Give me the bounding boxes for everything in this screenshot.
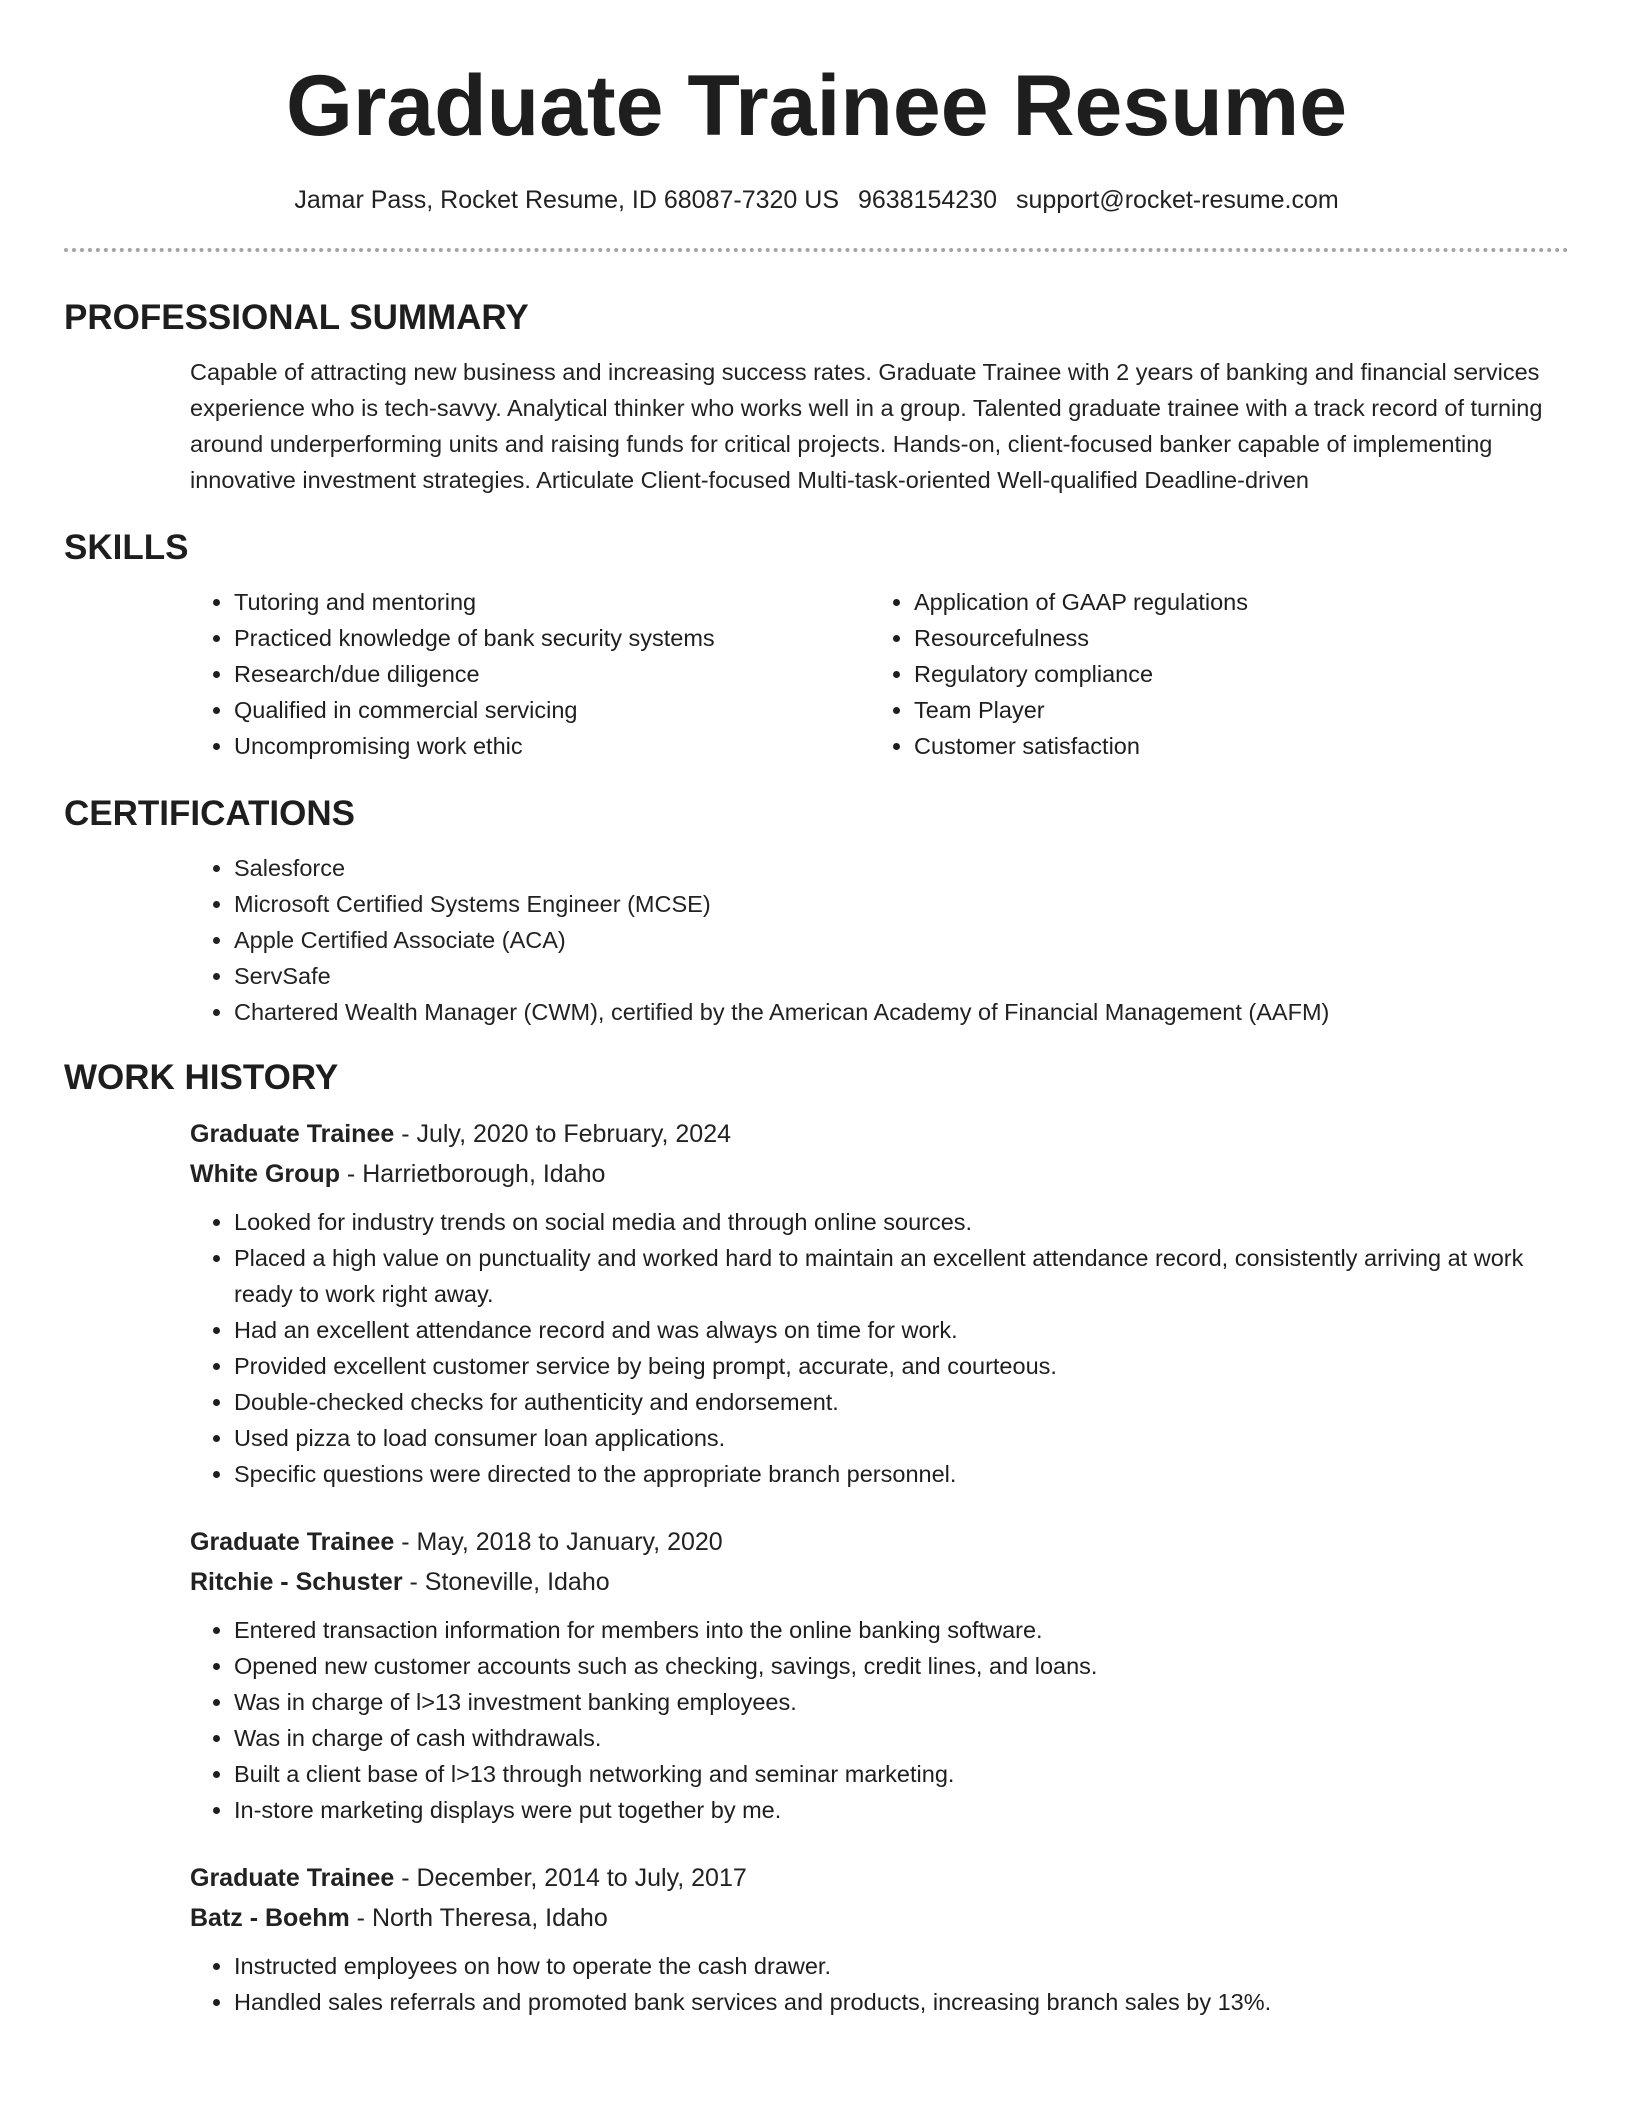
job-title: Graduate Trainee (190, 1864, 395, 1892)
header-divider (64, 248, 1569, 252)
certifications-section (64, 792, 1569, 1030)
certifications-heading: CERTIFICATIONS (64, 794, 356, 833)
certification-item: • Apple Certified Associate (ACA) (234, 922, 1569, 958)
job-dates: - July, 2020 to February, 2024 (394, 1120, 732, 1148)
job-bullet: • Opened new customer accounts such as checking, savings, credit lines, and loans. (234, 1648, 1569, 1684)
certification-item: • ServSafe (234, 958, 1569, 994)
certification-item: • Microsoft Certified Systems Engineer (MCSE) (234, 886, 1569, 922)
job-entry (190, 1114, 1569, 1492)
skills-section (64, 526, 1569, 764)
job-bullet: • Built a client base of l>13 through networking and seminar marketing. (234, 1756, 1569, 1792)
job-bullet: • Handled sales referrals and promoted bank services and products, increasing branch sales by 13%. (234, 1984, 1569, 2020)
job-title: Graduate Trainee (190, 1528, 395, 1556)
job-company-line (190, 1562, 1569, 1602)
certifications-list (190, 850, 1569, 1030)
job-company: Batz - Boehm (190, 1904, 350, 1932)
job-company: Ritchie - Schuster (190, 1568, 403, 1596)
job-bullet: • Had an excellent attendance record and was always on time for work. (234, 1312, 1569, 1348)
job-company-line (190, 1898, 1569, 1938)
skill-item: • Research/due diligence (234, 656, 870, 692)
certification-item: • Chartered Wealth Manager (CWM), certified by the American Academy of Financial Management (AAFM) (234, 994, 1569, 1030)
job-bullet: • Was in charge of cash withdrawals. (234, 1720, 1569, 1756)
resume-title: Graduate Trainee Resume (285, 58, 1348, 154)
skill-item: • Resourcefulness (914, 620, 1550, 656)
job-title-line (190, 1858, 1569, 1898)
summary-text: Capable of attracting new business and increasing success rates. Graduate Trainee with 2 years of banking and financial services experience who is tech-savvy. Analytical thinker who works well in a group. Talented graduate trainee with a track record of turning around underperforming units and raising funds for critical projects. Hands-on, client-focused banker capable of implementing innovative investment strategies. Articulate Client-focused Multi-task-oriented Well-qualified Deadline-driven (190, 359, 1543, 493)
job-bullet: • Used pizza to load consumer loan applications. (234, 1420, 1569, 1456)
job-bullet: • Instructed employees on how to operate the cash drawer. (234, 1948, 1569, 1984)
skill-item: • Regulatory compliance (914, 656, 1550, 692)
contact-email: support@rocket-resume.com (1015, 186, 1339, 214)
job-bullet: • Looked for industry trends on social media and through online sources. (234, 1204, 1569, 1240)
job-bullet: • In-store marketing displays were put together by me. (234, 1792, 1569, 1828)
certification-item: • Salesforce (234, 850, 1569, 886)
job-bullet: • Double-checked checks for authenticity and endorsement. (234, 1384, 1569, 1420)
work-heading: WORK HISTORY (64, 1058, 339, 1097)
skill-item: • Customer satisfaction (914, 728, 1550, 764)
job-bullet: • Entered transaction information for members into the online banking software. (234, 1612, 1569, 1648)
job-bullet: • Specific questions were directed to the appropriate branch personnel. (234, 1456, 1569, 1492)
skill-item: • Practiced knowledge of bank security systems (234, 620, 870, 656)
skill-item: • Application of GAAP regulations (914, 584, 1550, 620)
skill-item: • Tutoring and mentoring (234, 584, 870, 620)
skills-heading: SKILLS (64, 528, 189, 567)
job-title-line (190, 1114, 1569, 1154)
contact-phone: 9638154230 (857, 186, 998, 214)
summary-heading: PROFESSIONAL SUMMARY (64, 298, 529, 337)
skill-item: • Qualified in commercial servicing (234, 692, 870, 728)
job-location: - Harrietborough, Idaho (339, 1160, 606, 1188)
job-entry (190, 1522, 1569, 1828)
skills-column-right (870, 584, 1550, 764)
job-dates: - May, 2018 to January, 2020 (394, 1528, 723, 1556)
skills-column-left (190, 584, 870, 764)
job-bullet: • Was in charge of l>13 investment banking employees. (234, 1684, 1569, 1720)
job-company-line (190, 1154, 1569, 1194)
skills-columns (190, 584, 1569, 764)
job-title-line (190, 1522, 1569, 1562)
resume-page (64, 0, 1569, 2020)
skill-item: • Uncompromising work ethic (234, 728, 870, 764)
job-dates: - December, 2014 to July, 2017 (394, 1864, 747, 1892)
contact-address: Jamar Pass, Rocket Resume, ID 68087-7320 US (294, 186, 840, 214)
job-company: White Group (190, 1160, 340, 1188)
job-entry (190, 1858, 1569, 2020)
work-section (64, 1056, 1569, 2020)
job-location: - Stoneville, Idaho (402, 1568, 610, 1596)
job-location: - North Theresa, Idaho (349, 1904, 608, 1932)
summary-section (64, 296, 1569, 498)
job-bullet: • Placed a high value on punctuality and worked hard to maintain an excellent attendance record, consistently arriving at work ready to work right away. (234, 1240, 1569, 1312)
skill-item: • Team Player (914, 692, 1550, 728)
contact-line (64, 184, 1569, 216)
job-title: Graduate Trainee (190, 1120, 395, 1148)
job-bullet: • Provided excellent customer service by being prompt, accurate, and courteous. (234, 1348, 1569, 1384)
